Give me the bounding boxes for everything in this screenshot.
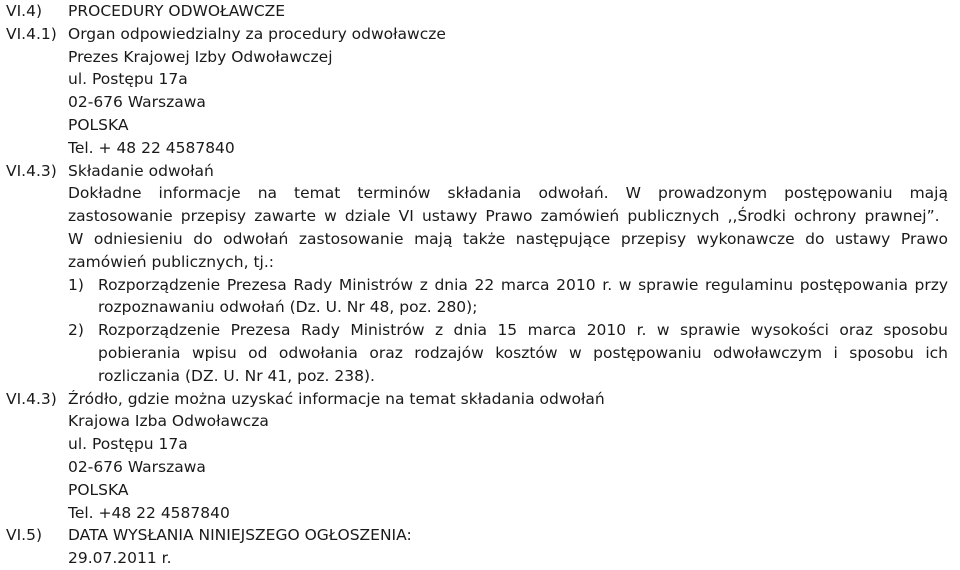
- section-vi4-3-appeals: [6, 160, 948, 388]
- section-vi4: [6, 0, 948, 23]
- section-number: VI.4.3): [6, 389, 57, 408]
- section-title: Źródło, gdzie można uzyskać informacje na temat składania odwołań: [68, 389, 605, 408]
- section-vi5: [6, 524, 948, 570]
- section-title: PROCEDURY ODWOŁAWCZE: [68, 2, 286, 20]
- source-country: POLSKA: [68, 480, 129, 499]
- section-vi4-3-source: [6, 388, 948, 525]
- implementing-regulations-paragraph: W odniesieniu do odwołań zastosowanie mają także następujące przepisy wykonawcze do ustawy Prawo zamówień publicznych, tj.:: [68, 229, 948, 271]
- list-number: 2): [68, 321, 84, 340]
- appeal-deadlines-paragraph: Dokładne informacje na temat terminów składania odwołań. W prowadzonym postępowaniu mają zastosowanie przepisy zawarte w dziale VI ustawy Prawo zamówień publicznych ,,Środki ochrony prawnej”.: [68, 184, 948, 226]
- list-number: 1): [68, 275, 84, 294]
- organ-street: ul. Postępu 17a: [68, 70, 188, 89]
- regulation-item: [68, 274, 948, 320]
- organ-phone: Tel. + 48 22 4587840: [68, 138, 235, 157]
- section-number: VI.4.3): [6, 161, 57, 180]
- list-text: Rozporządzenie Prezesa Rady Ministrów z dnia 15 marca 2010 r. w sprawie wysokości oraz sposobu pobierania wpisu od odwołania oraz rodzajów kosztów w postępowaniu odwoławczym i sposobu ich rozliczania (DZ. U. Nr 41, poz. 238).: [98, 321, 948, 385]
- section-number: VI.4.1): [6, 24, 57, 43]
- source-street: ul. Postępu 17a: [68, 435, 188, 454]
- source-name: Krajowa Izba Odwoławcza: [68, 412, 269, 431]
- section-vi4-1: [6, 23, 948, 160]
- organ-country: POLSKA: [68, 115, 129, 134]
- source-city: 02-676 Warszawa: [68, 457, 206, 476]
- organ-city: 02-676 Warszawa: [68, 93, 206, 112]
- list-text: Rozporządzenie Prezesa Rady Ministrów z dnia 22 marca 2010 r. w sprawie regulaminu postępowania przy rozpoznawaniu odwołań (Dz. U. Nr 48, poz. 280);: [98, 275, 948, 317]
- dispatch-date: 29.07.2011 r.: [68, 549, 172, 568]
- section-title: Organ odpowiedzialny za procedury odwoławcze: [68, 24, 446, 43]
- section-title: DATA WYSŁANIA NINIEJSZEGO OGŁOSZENIA:: [68, 526, 412, 545]
- section-title: Składanie odwołań: [68, 161, 214, 180]
- source-phone: Tel. +48 22 4587840: [68, 503, 230, 522]
- section-number: VI.4): [6, 2, 43, 20]
- organ-name: Prezes Krajowej Izby Odwoławczej: [68, 47, 333, 66]
- section-number: VI.5): [6, 526, 43, 545]
- regulation-item: [68, 319, 948, 387]
